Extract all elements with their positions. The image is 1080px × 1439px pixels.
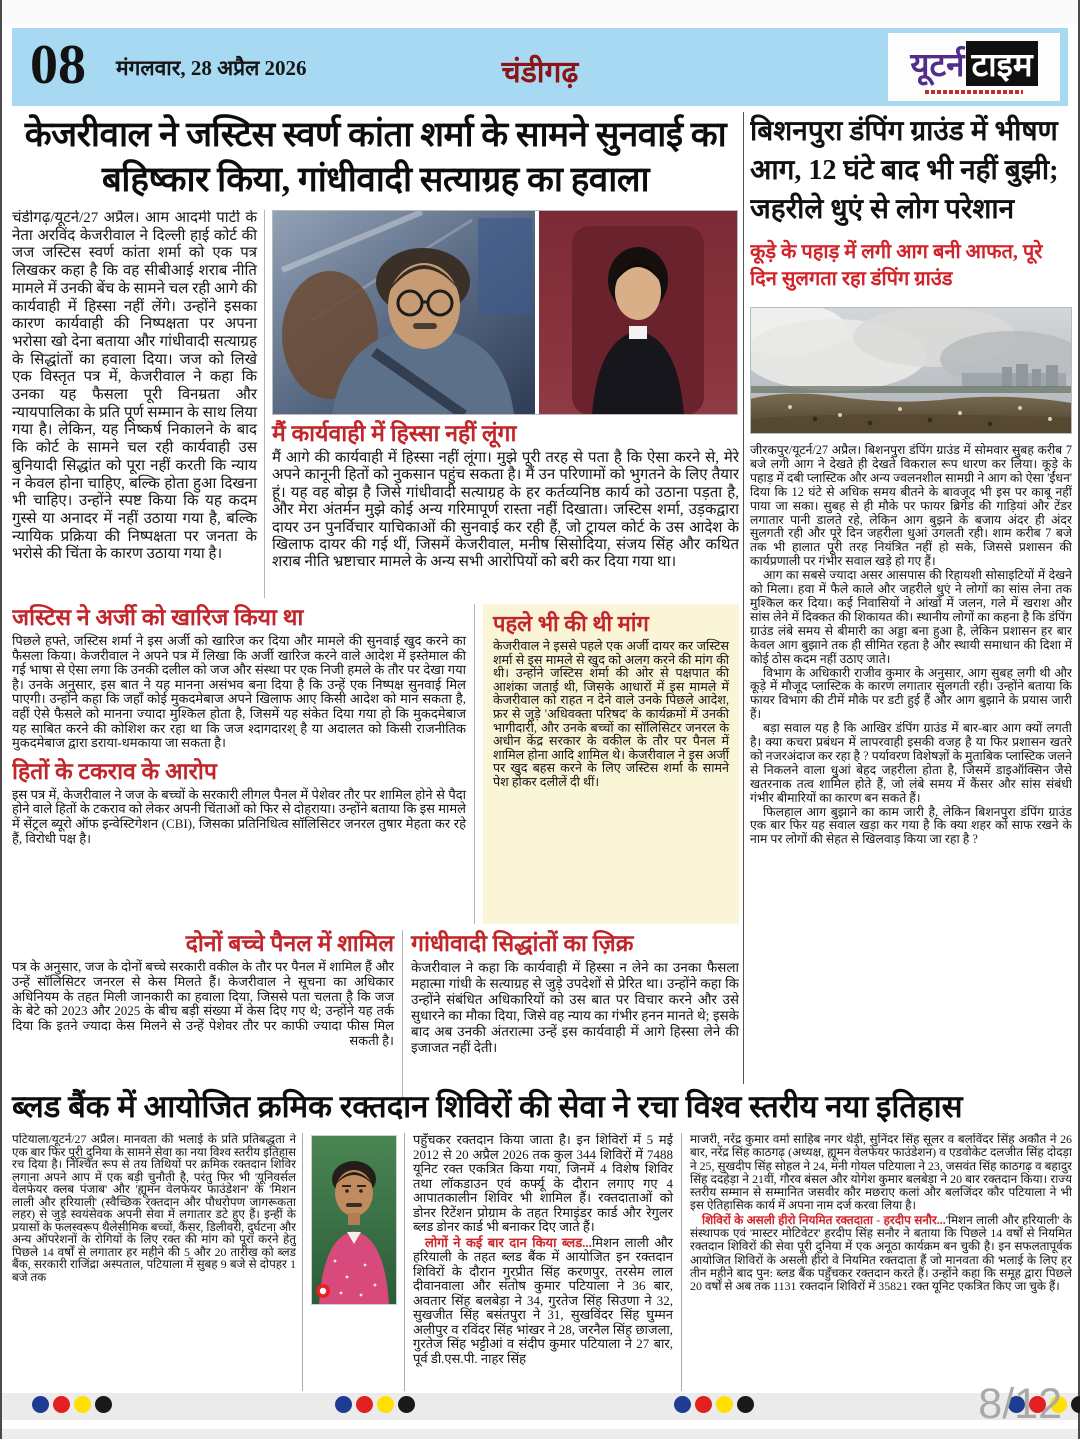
dumping-ground-fire-photo [750,307,1072,434]
registration-dot [356,1396,373,1413]
registration-dot [398,1396,415,1413]
logo-tagline [925,90,1023,94]
registration-dot [377,1396,394,1413]
city-name: चंडीगढ़ [501,56,579,89]
registration-dot [53,1396,70,1413]
lead-photo-column [265,210,739,598]
blood-col3-paragraph [690,1214,1072,1294]
rejection-heading: जस्टिस ने अर्जी को खारिज किया था [12,605,304,630]
children-section [12,930,402,1098]
lead-story [12,112,739,1098]
fire-story [750,112,1072,1084]
registration-dot [695,1396,712,1413]
lead-headline: केजरीवाल ने जस्टिस स्वर्ण कांता शर्मा के सामने सुनवाई का बहिष्कार किया, गांधीवादी सत्याग्रह का हवाला [24,115,727,199]
logo-wordmark [910,41,1037,86]
blood-col2-paragraph: पहुँचकर रक्तदान किया जाता है। इन शिविरों में 5 मई 2012 से 20 अप्रैल 2026 तक कुल 344 शिविरों में 7488 यूनिट रक्त एकत्रित किया गया, जिनमें 4 विशेष शिविर तथा लॉकडाउन एवं कर्फ्यू के दौरान लगाए गए 4 आपातकालीन शिविर भी शामिल हैं। रक्तदाताओं को डोनर रिटेंशन प्रोग्राम के तहत रिमाइंडर कार्ड और रेगुलर ब्लड डोनर कार्ड भी बनाकर दिए जाते हैं। [413,1133,673,1234]
col2-lead-in: लोगों ने कई बार दान किया ब्लड... [425,1234,592,1250]
newspaper-logo [888,33,1060,101]
kejriwal-judge-photo [272,210,739,415]
rejection-body: पिछले हफ्ते, जस्टिस शर्मा ने इस अर्जी को खारिज कर दिया और मामले की सुनवाई खुद करने का फैसला किया। केजरीवाल ने अपने पत्र में लिखा कि अर्जी खारिज करने वाले आदेश में इस्तेमाल की गई भाषा से ऐसा लगा कि उनकी दलील को जज और संस्था पर एक निजी हमले के तौर पर देखा गया है। उनके अनुसार, इस बात ने यह मानना असंभव बना दिया है कि उन्हें एक निष्पक्ष सुनवाई मिल पाएगी। उन्होंने कहा कि जहाँ कोई मुकदमेबाज अपने खिलाफ आए किसी आदेश को मान सकता है, वहीं ऐसे फैसले को मानना ज्यादा मुश्किल होता है, जिसमें यह संकेत दिया गया हो कि मुकदमेबाज यह साबित करने की कोशिश कर रहा था कि जज श्दागदारश् है या अदालत को किसी राजनीतिक मुकदमेबाज द्वारा डराया-धमकाया जा सकता है। [12,633,466,751]
fire-headline: बिशनपुरा डंपिंग ग्राउंड में भीषण आग, 12 घंटे बाद भी नहीं बुझी; जहरीले धुएं से लोग परेशान [750,116,1059,225]
color-dots [32,1396,112,1413]
blood-columns [12,1133,1072,1391]
top-margin-strip [2,0,1078,24]
registration-dot [674,1396,691,1413]
col3-lead-in: शिविरों के असली हीरो नियमित रक्तदाता - हरदीप सनौर... [702,1212,946,1227]
lead-sections-left [12,604,474,924]
bottom-margin-strip [2,1429,1078,1439]
blood-col2 [405,1133,682,1391]
fire-subhead: कूड़े के पहाड़ में लगी आग बनी आफत, पूरे दिन सुलगता रहा डंपिंग ग्राउंड [750,241,1043,290]
gandhi-heading: गांधीवादी सिद्धांतों का ज़िक्र [411,931,634,956]
edition-date: मंगलवार, 28 अप्रैल 2026 [116,56,307,80]
children-heading: दोनों बच्चे पैनल में शामिल [185,931,394,956]
fire-paragraph: फिलहाल आग बुझाने का काम जारी है, लेकिन बिशनपुरा डंपिंग ग्राउंड एक बार फिर यह सवाल खड़ा कर गया है कि क्या शहर को साफ रखने के नाम पर लोगों की सेहत से खिलवाड़ किया जा रहा है ? [750,804,1072,847]
blood-headline: ब्लड बैंक में आयोजित क्रमिक रक्तदान शिविरों की सेवा ने रचा विश्व स्तरीय नया इतिहास [12,1089,963,1124]
col3-continuation: 'मिशन लाली और हरियाली' के संस्थापक एवं 'मास्टर मोटिवेटर' हरदीप सिंह सनौर ने बताया कि पिछले 14 वर्षों से नियमित रक्तदान शिविरों की सेवा पूरी दुनिया में एक अनूठा कार्यक्रम बन चुकी है। इन सफलतापूर्वक आयोजित शिविरों के असली हीरो वे नियमित रक्तदाता हैं जो मानवता की भलाई के लिए हर तीन महीने बाद पुन: ब्लड बैंक पहुँचकर रक्तदान करते हैं। उन्होंने कहा कि समूह द्वारा पिछले 20 वर्षों से अब तक 1131 रक्तदान शिविरों में 35821 रक्त यूनिट एकत्रित किए जा चुके हैं। [690,1212,1072,1294]
gandhi-section [403,930,739,1098]
quote-section-heading: मैं कार्यवाही में हिस्सा नहीं लूंगा [272,421,517,446]
blood-col2-paragraph [413,1236,673,1367]
demand-highlight-box [483,604,739,924]
page-indicator: 8/12 [978,1380,1062,1428]
color-dots [335,1396,415,1413]
blood-col3 [682,1133,1072,1391]
fire-paragraph: आग का सबसे ज्यादा असर आसपास की रिहायशी सोसाइटियों में देखने को मिला। हवा में फैले काले और जहरीले धुएं ने लोगों का सांस लेना तक मुश्किल कर दिया। कई निवासियों ने आंखों में जलन, गले में खराश और सांस लेने में दिक्कत की शिकायत की। स्थानीय लोगों का कहना है कि डंपिंग ग्राउंड लंबे समय से बीमारी का अड्डा बना हुआ है, लेकिन प्रशासन हर बार केवल आग बुझाने तक ही सीमित रहता है और स्थायी समाधान की दिशा में कोई ठोस कदम नहीं उठाए जाते। [750,568,1072,666]
lead-row-1 [12,210,739,598]
blood-col1: पटियाला/यूटर्न/27 अप्रैल। मानवता की भलाई के प्रति प्रतिबद्धता ने एक बार फिर पूरी दुनिया के सामने सेवा का नया विश्व स्तरीय इतिहास रच दिया है। निश्चित रूप से तय तिथियों पर क्रमिक रक्तदान शिविर लगाना अपने आप में एक बड़ी चुनौती है, परंतु फिर भी 'यूनिवर्सल वेलफेयर क्लब पंजाब' और 'ह्यूमन वेलफेयर फाउंडेशन' के 'मिशन लाली और हरियाली' (स्वैच्छिक रक्तदान और पौधरोपण जागरूकता लहर) से जुड़े स्वयंसेवक अपनी सेवा में लगातार डटे हुए हैं। इन्हीं के प्रयासों के फलस्वरूप थैलेसीमिक बच्चों, कैंसर, डिलीवरी, दुर्घटना और अन्य ऑपरेशनों के रोगियों के लिए रक्त की मांग को पूरा करने हेतु पिछले 14 वर्षों से लगातार हर महीने की 5 और 20 तारीख को ब्लड बैंक, सरकारी राजिंद्रा अस्पताल, पटियाला में सुबह 9 बजे से दोपहर 1 बजे तक [12,1133,303,1391]
lead-intro: चंडीगढ़/यूटर्न/27 अप्रैल। आम आदमी पार्टी के नेता अरविंद केजरीवाल ने दिल्ली हाई कोर्ट की जज जस्टिस स्वर्ण कांता शर्मा को एक पत्र लिखकर कहा है कि वह सीबीआई शराब नीति मामले में उनकी बेंच के सामने चल रही आगे की कार्यवाही में हिस्सा नहीं लेंगे। उन्होंने इसका कारण कार्यवाही की निष्पक्षता पर अपना भरोसा खो देना बताया और गांधीवादी सत्याग्रह के सिद्धांतों का हवाला दिया। जज को लिखे एक विस्तृत पत्र में, केजरीवाल ने कहा कि उनका यह फैसला पूरी विनम्रता और न्यायपालिका के प्रति पूर्ण सम्मान के साथ लिया गया है। लेकिन, यह निष्कर्ष निकालने के बाद कि कोर्ट के सामने चल रही कार्यवाही उस बुनियादी सिद्धांत को पूरा नहीं करती कि न्याय न केवल होना चाहिए, बल्कि होता हुआ दिखना भी चाहिए। उन्होंने स्पष्ट किया कि यह कदम गुस्से या अनादर में नहीं उठाया गया है, बल्कि न्यायिक प्रक्रिया की निष्पक्षता पर जनता के भरोसे की चिंता के कारण उठाया गया है। [12,210,257,563]
col2-continuation: मिशन लाली और हरियाली के तहत ब्लड बैंक में आयोजित इन रक्तदान शिविरों के दौरान गुरप्रीत सिंह करणपुर, तरसेम लाल दीवानवाला और संतोष कुमार पटियाला ने 36 बार, अवतार सिंह बलबेड़ा ने 34, गुरतेज सिंह सिउणा ने 32, सुखजीत सिंह बसंतपुरा ने 31, सुखविंदर सिंह घुम्मन अलीपुर व रविंदर सिंह भांखर ने 28, जरनैल सिंह छाजला, गुरतेज सिंह भट्टीआं व संदीप कुमार पटियाला ने 27 बार, पूर्व डी.एस.पी. नाहर सिंह [413,1234,673,1366]
lead-row-2 [12,604,739,924]
gandhi-body: केजरीवाल ने कहा कि कार्यवाही में हिस्सा न लेने का उनका फैसला महात्मा गांधी के सत्याग्रह से जुड़े उपदेशों से प्रेरित था। उन्होंने कहा कि उन्होंने संबंधित अधिकारियों को उस बात पर विचार करने और उसे सुधारने का मौका दिया, जिसे वह न्याय का गंभीर हनन मानते थे; इसके बाद अब उनकी अंतरात्मा उन्हें इस कार्यवाही में आगे हिस्सा लेने की इजाजत नहीं देती। [411,960,739,1055]
registration-dot [335,1396,352,1413]
children-body: पत्र के अनुसार, जज के दोनों बच्चे सरकारी वकील के तौर पर पैनल में शामिल हैं और उन्हें सॉलिसिटर जनरल से केस मिलते हैं। केजरीवाल ने सूचना का अधिकार अधिनियम के तहत मिली जानकारी का हवाला दिया, जिससे पता चलता है कि जज के बेटे को 2023 और 2025 के बीच बड़ी संख्या में केस दिए गए थे; उन्होंने यह तर्क दिया कि इतने ज्यादा केस मिलने से उन्हें पेशेवर तौर पर काफी ज्यादा फीस मिल सकती है। [12,959,394,1048]
main-column-divider [743,112,744,1084]
demand-heading: पहले भी की थी मांग [493,611,649,636]
registration-dot [74,1396,91,1413]
masthead [12,28,1068,106]
logo-text-time: टाइम [966,41,1037,86]
fire-paragraph: बड़ा सवाल यह है कि आखिर डंपिंग ग्राउंड में बार-बार आग क्यों लगती है। क्या कचरा प्रबंधन में लापरवाही इसकी वजह है या फिर प्रशासन खतरे को नजरअंदाज कर रहा है ? पर्यावरण विशेषज्ञों के मुताबिक प्लास्टिक जलने से निकलने वाला धुआं बेहद जहरीला होता है, जिसमें डाइऑक्सिन जैसे खतरनाक तत्व शामिल होते हैं, जो लंबे समय में कैंसर और सांस संबंधी गंभीर बीमारियों का कारण बन सकते हैं। [750,721,1072,805]
blood-col3-paragraph: माजरी, नरेंद्र कुमार वर्मा साहिब नगर थेड़ी, सुनिंदर सिंह सूलर व बलविंदर सिंह अकौत ने 26 बार, नरेंद्र सिंह काठगढ़ (अध्यक्ष, ह्यूमन वेलफेयर फाउंडेशन) व एडवोकेट दलजीत सिंह दोदड़ा ने 25, सुखदीप सिंह सोहल ने 24, मनी गोयल पटियाला ने 23, जसवंत सिंह काठगढ़ व बहादुर सिंह ददहेड़ा ने 21वीं, गौरव बंसल और योगेश कुमार बलबेड़ा ने 20 बार रक्तदान किया। राज्य स्तरीय सम्मान से सम्मानित जसवीर कौर मछराए कलां और बलजिंदर कौर पटियाला ने भी इस ऐतिहासिक कार्य में अपना नाम दर्ज करवा लिया है। [690,1133,1072,1213]
registration-dot [32,1396,49,1413]
logo-text-uturn: यूटर्न [910,45,965,83]
registration-dot [1071,1396,1080,1413]
color-dots [674,1396,754,1413]
conflict-body: इस पत्र में, केजरीवाल ने जज के बच्चों के सरकारी लीगल पैनल में पेशेवर तौर पर शामिल होने से पैदा होने वाले हितों के टकराव को लेकर अपनी चिंताओं को फिर से दोहराया। उन्होंने बताया कि इस मामले में सेंट्रल ब्यूरो ऑफ इन्वेस्टिगेशन (CBI), जिसका प्रतिनिधित्व सॉलिसिटर जनरल तुषार मेहता कर रहे हैं, विरोधी पक्ष है। [12,786,466,846]
donor-portrait-photo [303,1133,405,1391]
registration-dot [716,1396,733,1413]
fire-paragraph: विभाग के अधिकारी राजीव कुमार के अनुसार, आग सुबह लगी थी और कूड़े में मौजूद प्लास्टिक के कारण लगातार सुलगती रही। उन्होंने बताया कि फायर विभाग की टीमें मौके पर डटी हुई हैं और आग बुझाने के प्रयास जारी हैं। [750,665,1072,722]
registration-dot [737,1396,754,1413]
column-divider [474,604,475,924]
registration-dot [95,1396,112,1413]
quote-section-body: मैं आगे की कार्यवाही में हिस्सा नहीं लूंगा। मुझे पूरी तरह से पता है कि ऐसा करने से, मेरे अपने कानूनी हितों को नुकसान पहुंच सकता है। मैं उन परिणामों को भुगतने के लिए तैयार हूं। यह वह बोझ है जिसे गांधीवादी सत्याग्रह के हर कर्तव्यनिष्ठ कार्य को उठाना पड़ता है, और मेरा अंतर्मन मुझे कोई अन्य गरिमापूर्ण रास्ता नहीं दिखाता। जस्टिस शर्मा, उड़कद्वारा दायर उन पुनर्विचार याचिकाओं की सुनवाई कर रही हैं, जो ट्रायल कोर्ट के उस आदेश के खिलाफ दायर की गई थीं, जिसमें केजरीवाल, मनीष सिसोदिया, संजय सिंह और कथित शराब नीति भ्रष्टाचार मामले के अन्य सभी आरोपियों को बरी कर दिया गया था। [272,450,739,571]
fire-body [750,444,1072,847]
lead-row-3 [12,930,739,1098]
footer-band [2,1393,1078,1420]
demand-body: केजरीवाल ने इससे पहले एक अर्जी दायर कर जस्टिस शर्मा से इस मामले से खुद को अलग करने की मांग की थी। उन्होंने जस्टिस शर्मा की ओर से पक्षपात की आशंका जताई थी, जिसके आधारों में इस मामले में केजरीवाल को राहत न देने वाले उनके पिछले आदेश, फ्रर से जुड़े 'अधिवक्ता परिषद' के कार्यक्रमों में उनकी भागीदारी, और उनके बच्चों का सॉलिसिटर जनरल के अधीन केंद्र सरकार के वकील के तौर पर पैनल में शामिल होना आदि शामिल थे। केजरीवाल ने इस अर्जी पर खुद बहस करने के लिए जस्टिस शर्मा के सामने पेश होकर दलीलें दी थीं। [493,639,729,789]
conflict-heading: हितों के टकराव के आरोप [12,758,217,784]
blood-donation-story [12,1086,1072,1391]
fire-paragraph: जीरकपुर/यूटर्न/27 अप्रैल। बिशनपुरा डंपिंग ग्राउंड में सोमवार सुबह करीब 7 बजे लगी आग ने देखते ही देखते विकराल रूप धारण कर लिया। कूड़े के पहाड़ में दबी प्लास्टिक और अन्य ज्वलनशील सामग्री ने आग को ऐसा 'ईंधन' दिया कि 12 घंटे से अधिक समय बीतने के बावजूद भी इस पर काबू नहीं पाया जा सका। सुबह से ही मौके पर फायर ब्रिगेड की गाड़ियां और टेंडर लगातार पानी डालते रहे, लेकिन आग बुझने के बजाय अंदर ही अंदर सुलगती रही और पूरे दिन जहरीला धुआं उगलती रही। शाम करीब 7 बजे तक भी हालात पूरी तरह नियंत्रित नहीं हो सके, जिससे प्रशासन की कार्यप्रणाली पर गंभीर सवाल खड़े हो गए हैं। [750,443,1072,569]
page-number: 08 [30,34,86,96]
